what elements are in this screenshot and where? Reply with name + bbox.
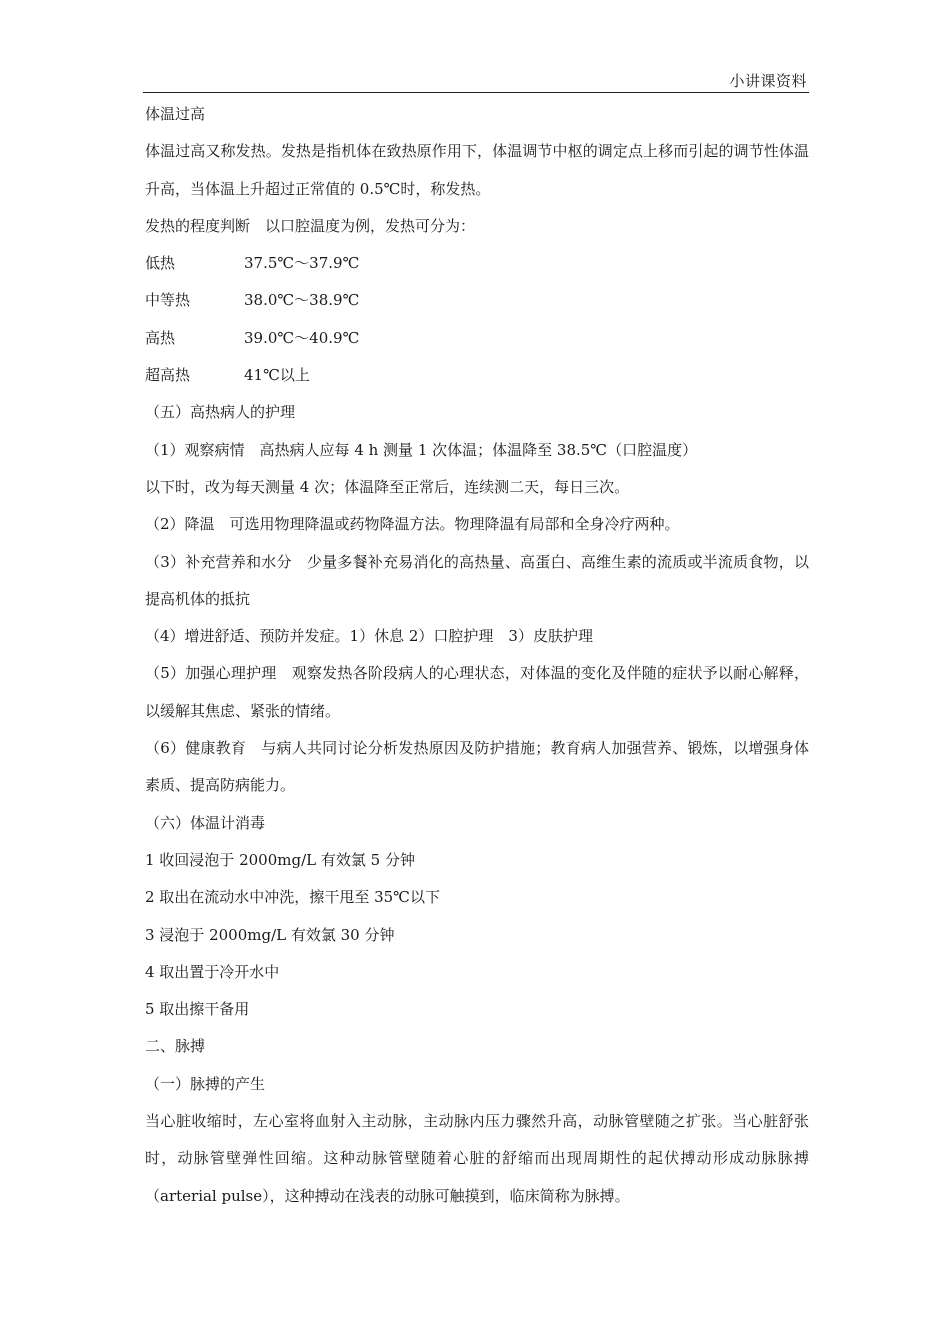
fever-range-value: 41℃以上: [244, 366, 310, 385]
header-title: 小讲课资料: [729, 72, 807, 90]
heading-fever: 体温过高: [145, 105, 206, 123]
care-item-comfort: （4）增进舒适、预防并发症。1）休息 2）口腔护理 3）皮肤护理: [145, 627, 593, 646]
paragraph-fever-degree: 发热的程度判断 以口腔温度为例，发热可分为：: [145, 216, 476, 235]
section-high-fever-care-title: （五）高热病人的护理: [145, 403, 296, 422]
disinfect-step: 2 取出在流动水中冲洗，擦干甩至 35℃以下: [145, 888, 440, 907]
fever-range-label: 高热: [145, 328, 176, 347]
disinfect-step: 3 浸泡于 2000mg/L 有效氯 30 分钟: [145, 925, 395, 944]
fever-range-label: 中等热: [145, 291, 191, 310]
fever-range-value: 38.0℃～38.9℃: [244, 291, 360, 310]
paragraph-pulse-origin: 当心脏收缩时，左心室将血射入主动脉，主动脉内压力骤然升高，动脉管壁随之扩张。当心脏舒张时，动脉管壁弹性回缩。这种动脉管壁随着心脏的舒缩而出现周期性的起伏搏动形成动脉脉搏（arterial pulse），这种搏动在浅表的动脉可触摸到，临床简称为脉搏。: [145, 1112, 809, 1205]
care-item-psychological: （5）加强心理护理 观察发热各阶段病人的心理状态，对体温的变化及伴随的症状予以耐心解释，以缓解其焦虑、紧张的情绪。: [145, 664, 809, 720]
disinfect-step: 5 取出擦干备用: [145, 1000, 250, 1019]
document-body: [145, 96, 809, 1215]
subsection-pulse-origin-title: （一）脉搏的产生: [145, 1074, 266, 1093]
section-pulse-title: 二、脉搏: [145, 1037, 206, 1056]
fever-range-row: [145, 320, 809, 357]
care-item-nutrition: （3）补充营养和水分 少量多餐补充易消化的高热量、高蛋白、高维生素的流质或半流质食物，以提高机体的抵抗: [145, 552, 809, 608]
fever-range-row: [145, 282, 809, 319]
disinfect-step: 4 取出置于冷开水中: [145, 962, 280, 981]
care-item-education: （6）健康教育 与病人共同讨论分析发热原因及防护措施；教育病人加强营养、锻炼，以增强身体素质、提高防病能力。: [145, 739, 809, 795]
paragraph-fever-definition: 体温过高又称发热。发热是指机体在致热原作用下，体温调节中枢的调定点上移而引起的调节性体温升高，当体温上升超过正常值的 0.5℃时，称发热。: [145, 142, 809, 198]
care-item-cooling: （2）降温 可选用物理降温或药物降温方法。物理降温有局部和全身冷疗两种。: [145, 515, 680, 534]
care-item-observe-cont: 以下时，改为每天测量 4 次；体温降至正常后，连续测二天，每日三次。: [145, 477, 630, 496]
fever-range-label: 超高热: [145, 366, 191, 385]
care-item-observe: （1）观察病情 高热病人应每 4 h 测量 1 次体温；体温降至 38.5℃（口腔温度）: [145, 440, 698, 459]
fever-range-row: [145, 245, 809, 282]
fever-range-row: [145, 357, 809, 394]
fever-range-value: 39.0℃～40.9℃: [244, 328, 360, 347]
disinfect-step: 1 收回浸泡于 2000mg/L 有效氯 5 分钟: [145, 850, 415, 869]
fever-range-value: 37.5℃～37.9℃: [244, 254, 360, 273]
fever-range-label: 低热: [145, 254, 176, 273]
page-header: [143, 64, 809, 93]
section-thermometer-disinfection-title: （六）体温计消毒: [145, 813, 266, 832]
